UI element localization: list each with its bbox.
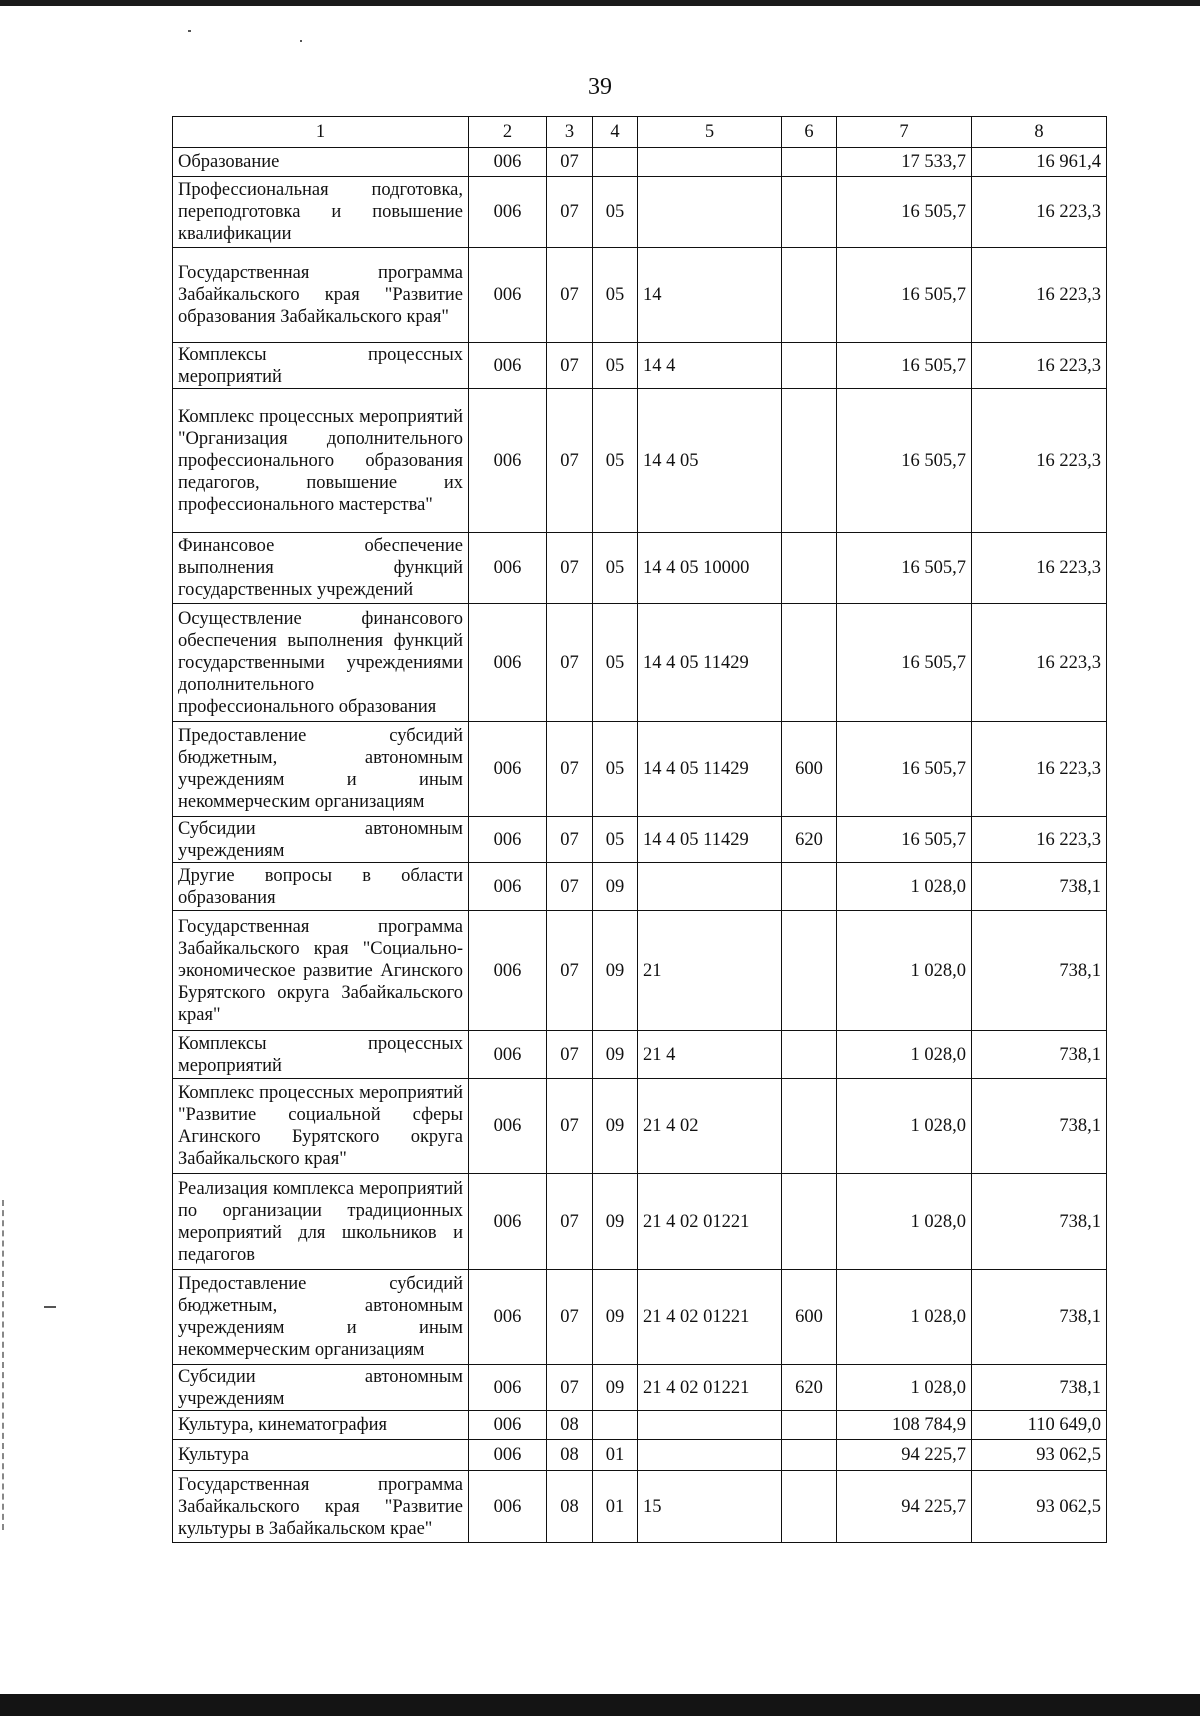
row-name: Финансовое обеспечение выполнения функций государственных учреждений (173, 533, 469, 604)
row-name: Образование (173, 148, 469, 177)
header-cell: 8 (972, 117, 1107, 148)
cell-col6: 620 (782, 1365, 837, 1411)
cell-col6: 600 (782, 722, 837, 817)
cell-col7: 1 028,0 (837, 911, 972, 1031)
table-row (173, 1031, 1107, 1079)
row-name: Государственная программа Забайкальского края "Социально-экономическое развитие Агинского Бурятского округа Забайкальского края" (173, 911, 469, 1031)
cell-col6 (782, 863, 837, 911)
scan-top-edge (0, 0, 1200, 6)
cell-col2: 006 (469, 1031, 547, 1079)
cell-col6 (782, 1079, 837, 1174)
cell-col2: 006 (469, 1411, 547, 1440)
cell-col2: 006 (469, 1174, 547, 1270)
header-cell: 5 (638, 117, 782, 148)
scan-speck (300, 40, 302, 42)
cell-col3: 07 (547, 1174, 593, 1270)
cell-col6 (782, 1174, 837, 1270)
page-number: 39 (588, 74, 612, 100)
cell-col3: 07 (547, 177, 593, 248)
cell-col7: 16 505,7 (837, 817, 972, 863)
table-row (173, 1270, 1107, 1365)
cell-col6 (782, 911, 837, 1031)
row-name: Другие вопросы в области образования (173, 863, 469, 911)
cell-col2: 006 (469, 248, 547, 343)
table-row (173, 1079, 1107, 1174)
table-row (173, 1411, 1107, 1440)
cell-col3: 07 (547, 911, 593, 1031)
table-row (173, 1174, 1107, 1270)
scan-speck (188, 30, 191, 32)
cell-col6 (782, 604, 837, 722)
cell-col4 (593, 1411, 638, 1440)
cell-col3: 07 (547, 248, 593, 343)
cell-col8: 738,1 (972, 1365, 1107, 1411)
cell-col7: 16 505,7 (837, 533, 972, 604)
scan-speck (44, 1306, 56, 1308)
cell-col7: 1 028,0 (837, 1365, 972, 1411)
cell-col3: 07 (547, 863, 593, 911)
header-cell: 6 (782, 117, 837, 148)
cell-col4: 05 (593, 722, 638, 817)
row-name: Государственная программа Забайкальского края "Развитие образования Забайкальского края" (173, 248, 469, 343)
table-row (173, 1440, 1107, 1471)
cell-col2: 006 (469, 817, 547, 863)
cell-col7: 1 028,0 (837, 863, 972, 911)
table-row (173, 1365, 1107, 1411)
cell-col8: 93 062,5 (972, 1440, 1107, 1471)
cell-col3: 07 (547, 533, 593, 604)
cell-col5: 15 (638, 1471, 782, 1543)
cell-col8: 16 223,3 (972, 389, 1107, 533)
cell-col6 (782, 343, 837, 389)
cell-col3: 07 (547, 1079, 593, 1174)
cell-col5: 14 4 05 11429 (638, 604, 782, 722)
cell-col2: 006 (469, 533, 547, 604)
cell-col3: 08 (547, 1411, 593, 1440)
cell-col5: 14 4 05 10000 (638, 533, 782, 604)
cell-col8: 16 223,3 (972, 533, 1107, 604)
cell-col2: 006 (469, 1440, 547, 1471)
cell-col6: 620 (782, 817, 837, 863)
cell-col7: 16 505,7 (837, 177, 972, 248)
cell-col6 (782, 177, 837, 248)
table-row (173, 817, 1107, 863)
cell-col8: 738,1 (972, 863, 1107, 911)
header-cell: 4 (593, 117, 638, 148)
row-name: Осуществление финансового обеспечения выполнения функций государственными учреждениями дополнительного профессионального образования (173, 604, 469, 722)
cell-col6 (782, 1440, 837, 1471)
header-cell: 2 (469, 117, 547, 148)
cell-col4: 09 (593, 911, 638, 1031)
table-row (173, 248, 1107, 343)
table-row (173, 533, 1107, 604)
row-name: Культура, кинематография (173, 1411, 469, 1440)
table-row (173, 722, 1107, 817)
cell-col4: 05 (593, 177, 638, 248)
cell-col3: 08 (547, 1471, 593, 1543)
row-name: Комплекс процессных мероприятий "Организация дополнительного профессионального образования педагогов, повышение их профессионального мастерства" (173, 389, 469, 533)
cell-col8: 738,1 (972, 1031, 1107, 1079)
row-name: Комплексы процессных мероприятий (173, 343, 469, 389)
row-name: Субсидии автономным учреждениям (173, 1365, 469, 1411)
cell-col3: 07 (547, 604, 593, 722)
cell-col5: 14 4 (638, 343, 782, 389)
scan-bottom-edge (0, 1694, 1200, 1716)
row-name: Реализация комплекса мероприятий по организации традиционных мероприятий для школьников и педагогов (173, 1174, 469, 1270)
cell-col7: 108 784,9 (837, 1411, 972, 1440)
cell-col2: 006 (469, 177, 547, 248)
cell-col2: 006 (469, 1079, 547, 1174)
cell-col4: 09 (593, 1365, 638, 1411)
table-row (173, 389, 1107, 533)
cell-col8: 16 223,3 (972, 343, 1107, 389)
cell-col6 (782, 148, 837, 177)
cell-col4 (593, 148, 638, 177)
cell-col5: 14 4 05 (638, 389, 782, 533)
table-row (173, 604, 1107, 722)
cell-col3: 07 (547, 817, 593, 863)
cell-col8: 16 223,3 (972, 604, 1107, 722)
cell-col2: 006 (469, 1365, 547, 1411)
cell-col8: 738,1 (972, 1174, 1107, 1270)
cell-col6 (782, 533, 837, 604)
cell-col5: 21 4 02 (638, 1079, 782, 1174)
cell-col5: 21 4 02 01221 (638, 1174, 782, 1270)
cell-col7: 16 505,7 (837, 722, 972, 817)
cell-col5: 21 4 02 01221 (638, 1365, 782, 1411)
cell-col3: 07 (547, 343, 593, 389)
cell-col5: 21 4 (638, 1031, 782, 1079)
cell-col2: 006 (469, 863, 547, 911)
cell-col3: 07 (547, 1270, 593, 1365)
cell-col7: 17 533,7 (837, 148, 972, 177)
cell-col7: 16 505,7 (837, 604, 972, 722)
cell-col3: 07 (547, 1031, 593, 1079)
cell-col6: 600 (782, 1270, 837, 1365)
cell-col7: 94 225,7 (837, 1471, 972, 1543)
cell-col4: 09 (593, 1031, 638, 1079)
cell-col8: 93 062,5 (972, 1471, 1107, 1543)
cell-col4: 05 (593, 389, 638, 533)
cell-col8: 738,1 (972, 1270, 1107, 1365)
header-cell: 7 (837, 117, 972, 148)
cell-col3: 07 (547, 1365, 593, 1411)
cell-col6 (782, 389, 837, 533)
cell-col5 (638, 148, 782, 177)
table-row (173, 148, 1107, 177)
cell-col7: 94 225,7 (837, 1440, 972, 1471)
cell-col8: 738,1 (972, 1079, 1107, 1174)
row-name: Комплексы процессных мероприятий (173, 1031, 469, 1079)
cell-col3: 07 (547, 148, 593, 177)
cell-col4: 01 (593, 1471, 638, 1543)
cell-col4: 09 (593, 1079, 638, 1174)
cell-col2: 006 (469, 1270, 547, 1365)
cell-col5: 14 4 05 11429 (638, 817, 782, 863)
cell-col4: 05 (593, 343, 638, 389)
cell-col2: 006 (469, 1471, 547, 1543)
cell-col8: 16 223,3 (972, 177, 1107, 248)
cell-col3: 07 (547, 389, 593, 533)
cell-col7: 16 505,7 (837, 248, 972, 343)
cell-col4: 01 (593, 1440, 638, 1471)
cell-col7: 1 028,0 (837, 1174, 972, 1270)
row-name: Субсидии автономным учреждениям (173, 817, 469, 863)
cell-col8: 16 223,3 (972, 248, 1107, 343)
cell-col7: 16 505,7 (837, 343, 972, 389)
cell-col4: 09 (593, 863, 638, 911)
scan-left-edge-marks (2, 1200, 6, 1530)
cell-col4: 05 (593, 817, 638, 863)
cell-col5: 21 4 02 01221 (638, 1270, 782, 1365)
cell-col7: 1 028,0 (837, 1031, 972, 1079)
table-row (173, 863, 1107, 911)
budget-table (172, 116, 1107, 1543)
cell-col2: 006 (469, 604, 547, 722)
cell-col8: 110 649,0 (972, 1411, 1107, 1440)
cell-col4: 05 (593, 604, 638, 722)
cell-col3: 08 (547, 1440, 593, 1471)
cell-col5 (638, 1411, 782, 1440)
cell-col5 (638, 863, 782, 911)
cell-col6 (782, 248, 837, 343)
cell-col4: 09 (593, 1270, 638, 1365)
cell-col3: 07 (547, 722, 593, 817)
cell-col7: 1 028,0 (837, 1079, 972, 1174)
header-cell: 1 (173, 117, 469, 148)
cell-col2: 006 (469, 911, 547, 1031)
cell-col6 (782, 1031, 837, 1079)
cell-col4: 05 (593, 248, 638, 343)
header-cell: 3 (547, 117, 593, 148)
cell-col8: 16 223,3 (972, 817, 1107, 863)
row-name: Предоставление субсидий бюджетным, автономным учреждениям и иным некоммерческим организациям (173, 1270, 469, 1365)
row-name: Комплекс процессных мероприятий "Развитие социальной сферы Агинского Бурятского округа Забайкальского края" (173, 1079, 469, 1174)
cell-col5: 14 (638, 248, 782, 343)
table-row (173, 177, 1107, 248)
cell-col5 (638, 1440, 782, 1471)
cell-col8: 16 223,3 (972, 722, 1107, 817)
cell-col8: 738,1 (972, 911, 1107, 1031)
cell-col2: 006 (469, 148, 547, 177)
cell-col2: 006 (469, 389, 547, 533)
cell-col4: 05 (593, 533, 638, 604)
cell-col5: 21 (638, 911, 782, 1031)
cell-col5: 14 4 05 11429 (638, 722, 782, 817)
row-name: Государственная программа Забайкальского края "Развитие культуры в Забайкальском крае" (173, 1471, 469, 1543)
table-header-row (173, 117, 1107, 148)
cell-col7: 1 028,0 (837, 1270, 972, 1365)
cell-col2: 006 (469, 722, 547, 817)
row-name: Культура (173, 1440, 469, 1471)
cell-col8: 16 961,4 (972, 148, 1107, 177)
cell-col6 (782, 1471, 837, 1543)
cell-col6 (782, 1411, 837, 1440)
cell-col2: 006 (469, 343, 547, 389)
cell-col4: 09 (593, 1174, 638, 1270)
row-name: Предоставление субсидий бюджетным, автономным учреждениям и иным некоммерческим организациям (173, 722, 469, 817)
table-row (173, 1471, 1107, 1543)
table-row (173, 343, 1107, 389)
cell-col7: 16 505,7 (837, 389, 972, 533)
table-row (173, 911, 1107, 1031)
row-name: Профессиональная подготовка, переподготовка и повышение квалификации (173, 177, 469, 248)
cell-col5 (638, 177, 782, 248)
